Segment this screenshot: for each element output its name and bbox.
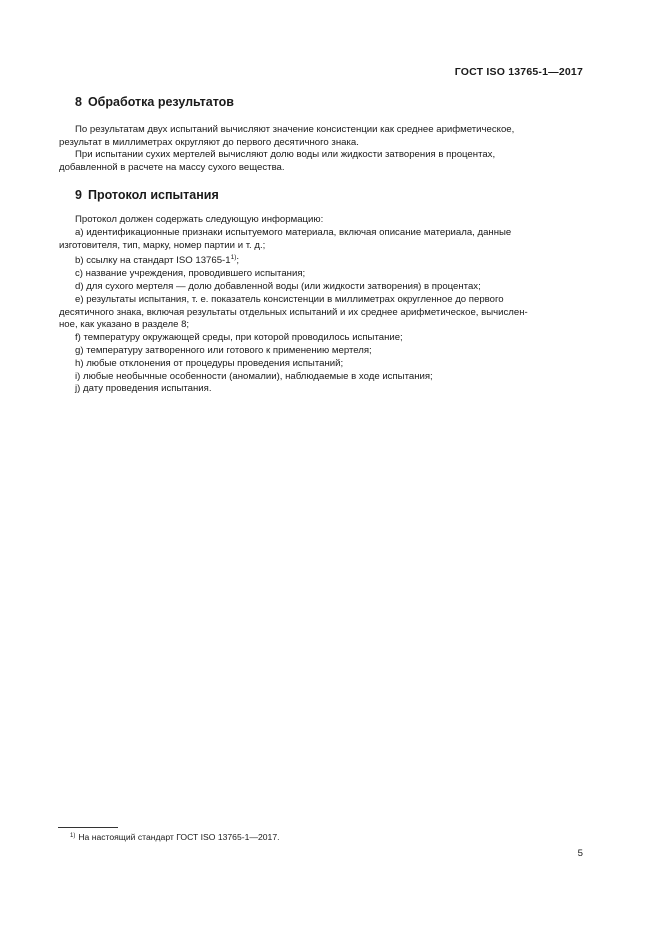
list-item-b-end: ; [236,255,240,267]
footnote-divider [58,827,118,828]
list-item-b-text: b) ссылку на стандарт ISO 13765-1 [75,255,231,267]
text-line: добавленной в расчете на массу сухого вещества. [59,161,285,173]
section-9-title: Протокол испытания [87,188,219,202]
section-8-paragraph-2 [59,149,583,175]
section-8-paragraph-1 [59,124,583,150]
list-item-j: j) дату проведения испытания. [75,383,212,395]
footnote [70,831,279,843]
footnote-reference: 1) [230,254,237,262]
footnote-marker: 1) [70,833,76,839]
list-item-e-cont: ное, как указано в разделе 8; [59,319,190,331]
list-item-d: d) для сухого мертеля — долю добавленной воды (или жидкости затворения) в процентах; [75,280,481,292]
text-line: По результатам двух испытаний вычисляют значение консистенции как среднее арифметическое, [75,124,515,135]
protocol-list [59,214,583,396]
list-item-g: g) температуру затворенного или готового к применению мертеля; [75,344,372,356]
list-item-a: a) идентификационные признаки испытуемого материала, включая описание материала, данные [75,226,512,238]
page-number: 5 [577,848,583,859]
list-item-e-cont: десятичного знака, включая результаты отдельных испытаний и их среднее арифметическое, вычислен- [59,306,528,318]
standard-header: ГОСТ ISO 13765-1—2017 [454,66,583,78]
section-8-title: Обработка результатов [87,95,234,109]
list-item-h: h) любые отклонения от процедуры проведения испытаний; [75,357,344,369]
section-9-number: 9 [75,188,82,202]
section-8-number: 8 [75,95,82,109]
list-item-e: e) результаты испытания, т. е. показатель консистенции в миллиметрах округленное до первого [75,293,504,305]
list-item-a-cont: изготовителя, тип, марку, номер партии и т. д.; [59,239,266,251]
text-line: результат в миллиметрах округляют до первого десятичного знака. [59,136,359,148]
list-item-i: i) любые необычные особенности (аномалии), наблюдаемые в ходе испытания; [75,370,433,382]
section-8-heading [75,95,234,109]
list-item-f: f) температуру окружающей среды, при которой проводилось испытание; [75,332,403,344]
list-item-c: c) название учреждения, проводившего испытания; [75,268,306,280]
list-item-b [59,252,583,268]
footnote-text: На настоящий стандарт ГОСТ ISO 13765-1—2017. [78,832,280,842]
section-9-heading [75,188,219,202]
text-line: При испытании сухих мертелей вычисляют долю воды или жидкости затворения в процентах, [75,149,496,160]
list-intro: Протокол должен содержать следующую информацию: [75,214,324,225]
